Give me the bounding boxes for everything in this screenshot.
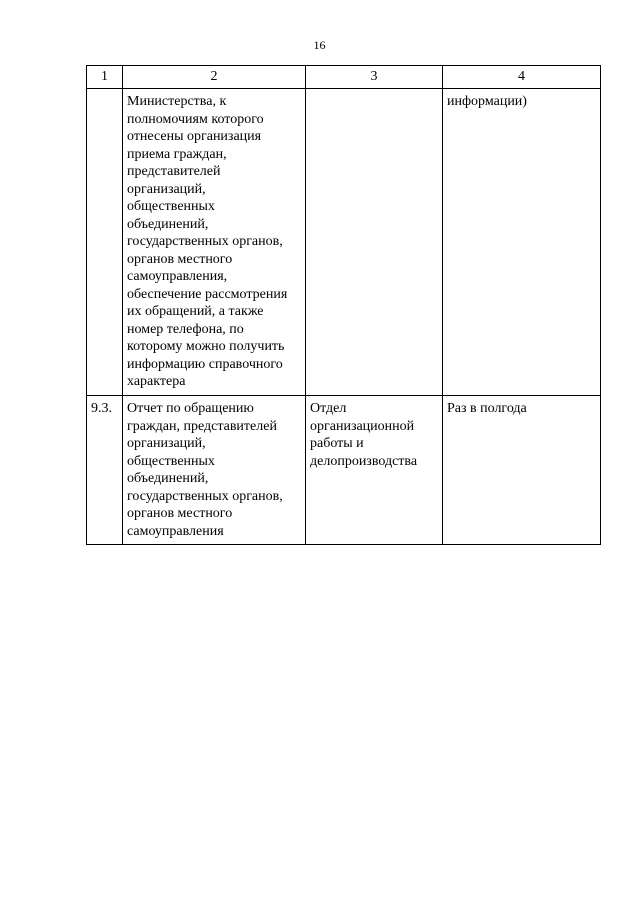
description-cell: Отчет по обращению граждан, представителей организаций, общественных объединений, государственных органов, органов местного самоуправления [123,396,306,545]
header-cell-3: 3 [306,66,443,89]
description-cell: Министерства, к полномочиям которого отнесены организация приема граждан, представителей организаций, общественных объединений, государственных органов, органов местного самоуправления, обеспечение рассмотрения их обращений, а также номер телефона, по которому можно получить информацию справочного характера [123,89,306,396]
page-number: 16 [313,38,326,52]
header-cell-1: 1 [87,66,123,89]
responsible-cell: Отдел организационной работы и делопроизводства [306,396,443,545]
table-row [87,89,601,396]
timing-cell: информации) [443,89,601,396]
row-number-cell [87,89,123,396]
header-cell-4: 4 [443,66,601,89]
document-table [86,65,601,545]
responsible-cell [306,89,443,396]
table-row [87,396,601,545]
row-number-cell: 9.3. [87,396,123,545]
header-cell-2: 2 [123,66,306,89]
table-header-row [87,66,601,89]
timing-cell: Раз в полгода [443,396,601,545]
